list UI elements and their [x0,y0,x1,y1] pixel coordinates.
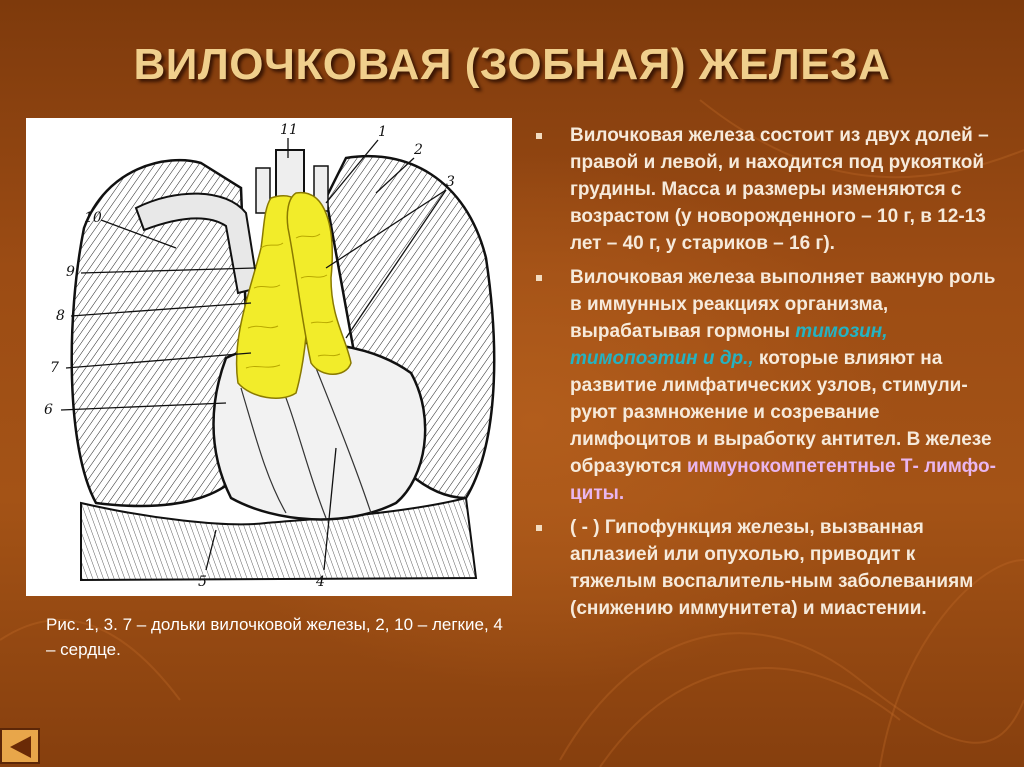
bullet-text: Вилочковая железа состоит из двух долей – правой и левой, и находится под рукояткой грудины. Масса и размеры изменяются с возрастом (у новорожденного – 10 г, в 12-13 лет – 40 г, у стариков – 16 г). [570,125,989,254]
label-3: 3 [446,174,455,190]
label-5: 5 [198,574,207,590]
cells-highlight: иммунокомпетентные Т- лимфо-циты. [570,456,996,504]
label-9: 9 [66,264,75,280]
bullet-square-icon [536,133,542,139]
bullet-item [536,264,1002,507]
label-4: 4 [316,574,325,590]
bullet-item [536,514,1002,622]
bullet-text: Вилочковая железа выполняет важную роль в иммунных реакциях организма, вырабатывая гормоны [570,267,996,342]
bullet-text: которые влияют на развитие лимфатических узлов, стимули-руют размножение и созревание лимфоцитов и выработку антител. В железе образуются [570,348,992,477]
anatomy-drawing [26,118,512,596]
bullet-list [536,122,1002,629]
slide-title: ВИЛОЧКОВАЯ (ЗОБНАЯ) ЖЕЛЕЗА [133,40,891,89]
bullet-square-icon [536,275,542,281]
label-7: 7 [50,360,59,376]
thymus-illustration [26,118,512,596]
label-8: 8 [56,308,65,324]
figure-caption: Рис. 1, 3. 7 – дольки вилочковой железы, 2, 10 – легкие, 4 – сердце. [46,615,503,659]
label-6: 6 [44,402,53,418]
bullet-square-icon [536,525,542,531]
label-1: 1 [378,124,387,140]
label-11: 11 [280,122,298,138]
label-2: 2 [414,142,423,158]
triangle-left-icon [7,734,35,760]
back-button[interactable] [0,728,40,764]
bullet-text: ( - ) Гипофункция железы, вызванная аплазией или опухолью, приводит к тяжелым воспалитель-ным заболеваниям (снижению иммунитета) и миастении. [570,517,974,619]
bullet-item [536,122,1002,257]
label-10: 10 [84,210,102,226]
hormones-highlight: тимозин, тимопоэтин и др., [570,321,888,369]
